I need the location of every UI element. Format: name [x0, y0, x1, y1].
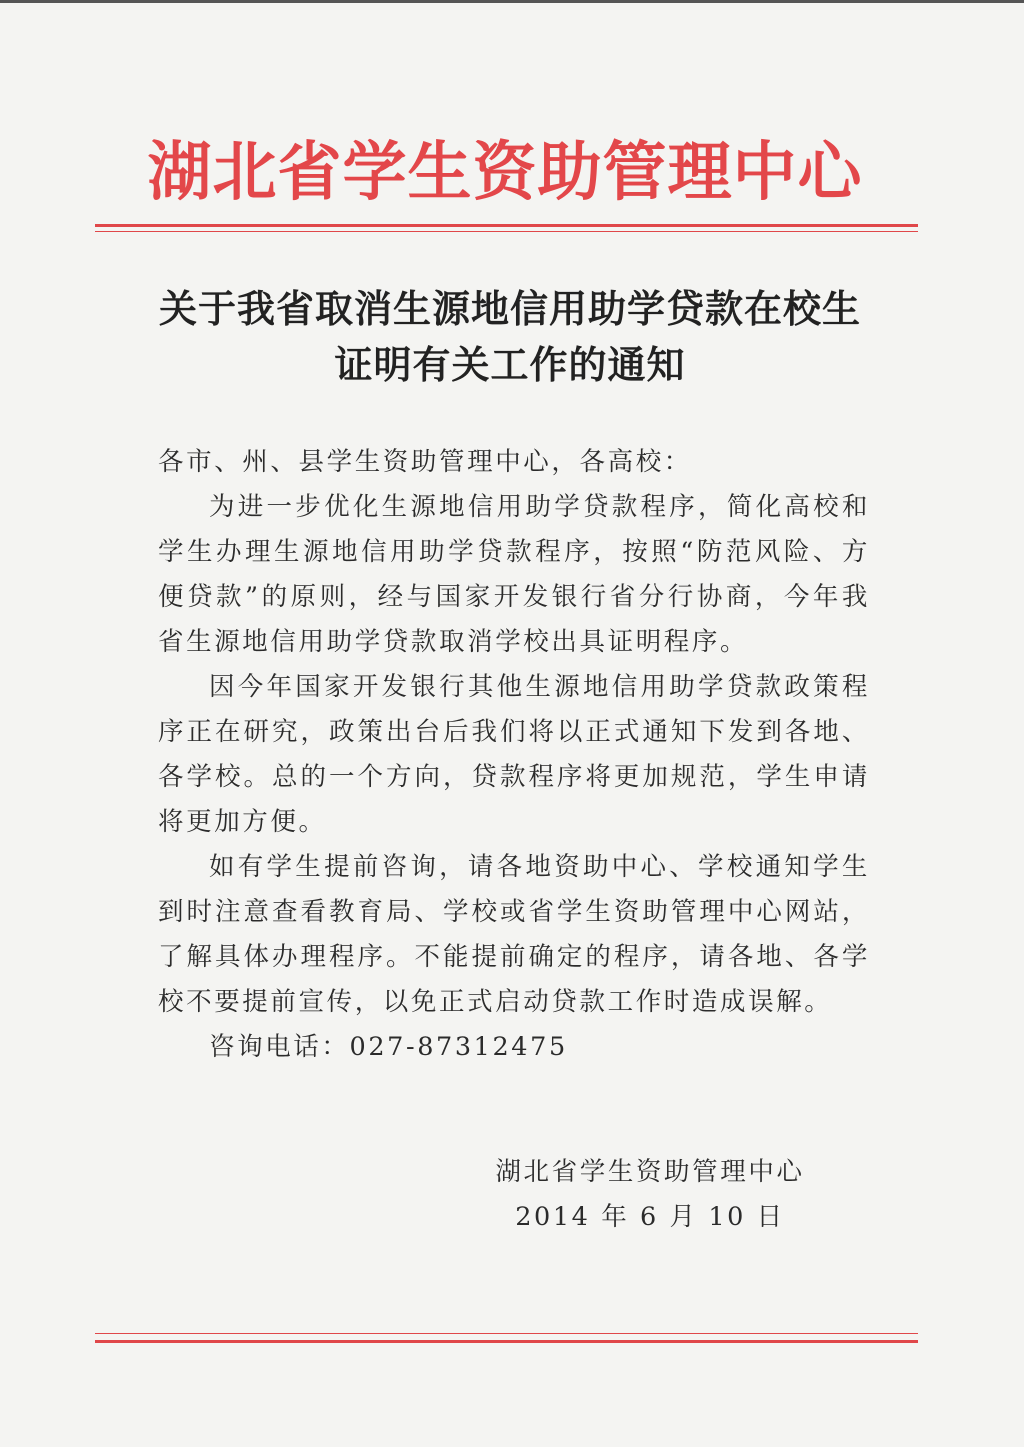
document-title-line-2: 证明有关工作的通知: [334, 343, 686, 387]
body-paragraph-3: 如有学生提前咨询，请各地资助中心、学校通知学生到时注意查看教育局、学校或省学生资助管理中心网站，了解具体办理程序。不能提前确定的程序，请各地、各学校不要提前宣传，以免正式启动贷款工作时造成误解。: [158, 852, 870, 1017]
document-title-line-1: 关于我省取消生源地信用助学贷款在校生: [158, 287, 861, 331]
body-paragraph-1: 为进一步优化生源地信用助学贷款程序，简化高校和学生办理生源地信用助学贷款程序，按照“防范风险、方便贷款”的原则，经与国家开发银行省分行协商，今年我省生源地信用助学贷款取消学校出具证明程序。: [158, 492, 870, 657]
body-paragraph-2: 因今年国家开发银行其他生源地信用助学贷款政策程序正在研究，政策出台后我们将以正式通知下发到各地、各学校。总的一个方向，贷款程序将更加规范，学生申请将更加方便。: [158, 672, 870, 837]
scan-top-edge: [0, 0, 1024, 3]
letterhead-title: 湖北省学生资助管理中心: [147, 136, 863, 210]
signature-organization: 湖北省学生资助管理中心: [495, 1157, 805, 1187]
contact-phone: 咨询电话：027-87312475: [209, 1032, 568, 1062]
signature-date: 2014 年 6 月 10 日: [515, 1202, 785, 1232]
footer-rule-thin: [95, 1333, 918, 1334]
footer-rule-thick: [95, 1340, 918, 1343]
letterhead-rule-thick: [95, 224, 918, 227]
letterhead-rule-thin: [95, 231, 918, 232]
document-body: [158, 440, 870, 1070]
salutation: 各市、州、县学生资助管理中心，各高校：: [158, 447, 692, 477]
